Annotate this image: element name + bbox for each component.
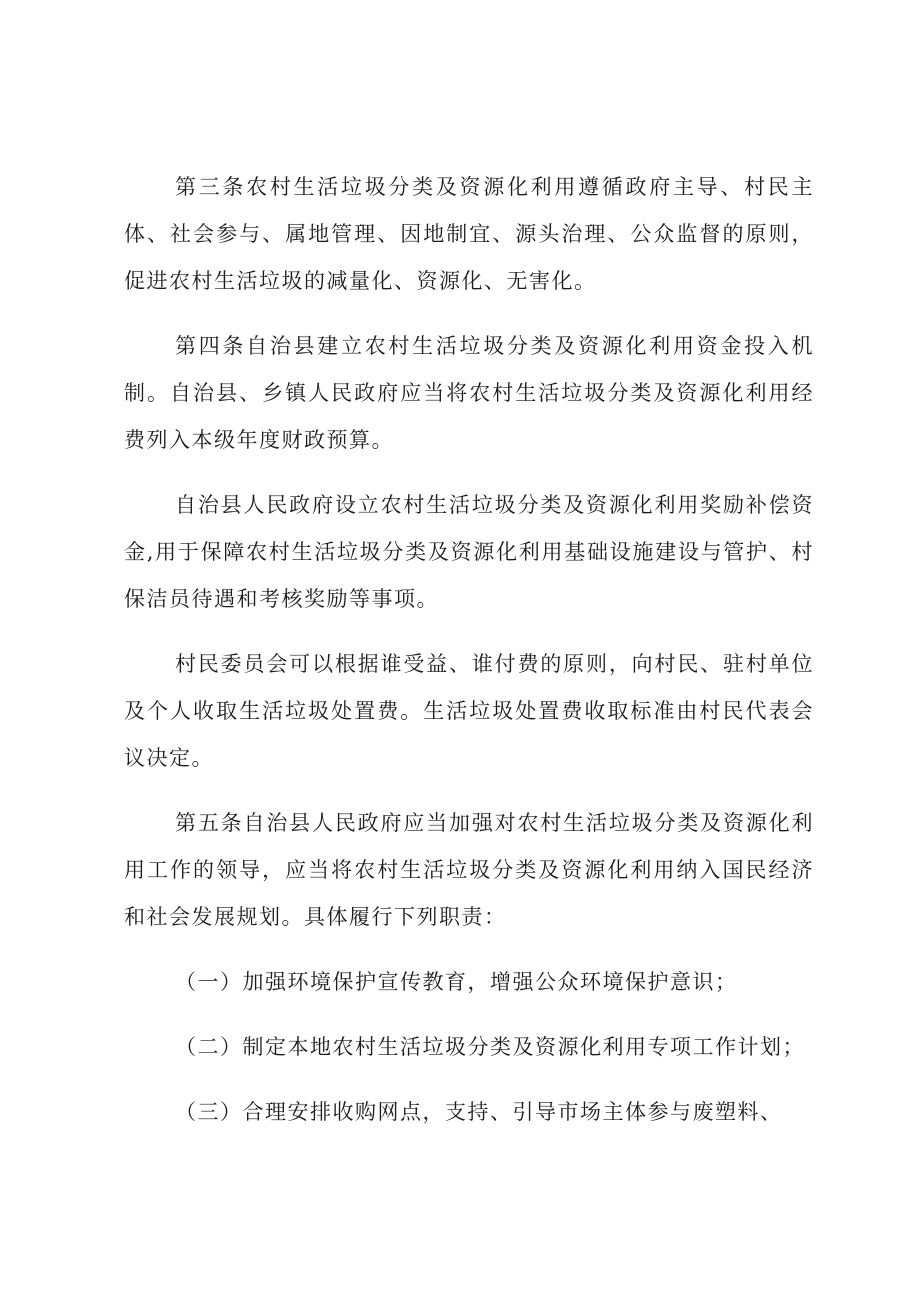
reward-fund-paragraph: 自治县人民政府设立农村生活垃圾分类及资源化利用奖励补偿资金,用于保障农村生活垃圾分类及资源化利用基础设施建设与管护、村保洁员待遇和考核奖励等事项。 (124, 493, 814, 611)
duty-item-3: （三）合理安排收购网点，支持、引导市场主体参与废塑料、 (175, 1100, 783, 1124)
article-4-paragraph: 第四条自治县建立农村生活垃圾分类及资源化利用资金投入机制。自治县、乡镇人民政府应当将农村生活垃圾分类及资源化利用经费列入本级年度财政预算。 (124, 334, 814, 452)
article-5-paragraph: 第五条自治县人民政府应当加强对农村生活垃圾分类及资源化利用工作的领导，应当将农村生活垃圾分类及资源化利用纳入国民经济和社会发展规划。具体履行下列职责： (124, 811, 814, 929)
document-body (124, 164, 814, 1154)
disposal-fee-paragraph: 村民委员会可以根据谁受益、谁付费的原则，向村民、驻村单位及个人收取生活垃圾处置费。生活垃圾处置费收取标准由村民代表会议决定。 (124, 652, 814, 770)
duty-item-1: （一）加强环境保护宣传教育，增强公众环境保护意识； (175, 970, 738, 994)
article-3-paragraph: 第三条农村生活垃圾分类及资源化利用遵循政府主导、村民主体、社会参与、属地管理、因地制宜、源头治理、公众监督的原则，促进农村生活垃圾的减量化、资源化、无害化。 (124, 175, 814, 293)
duty-item-2: （二）制定本地农村生活垃圾分类及资源化利用专项工作计划； (175, 1035, 805, 1059)
